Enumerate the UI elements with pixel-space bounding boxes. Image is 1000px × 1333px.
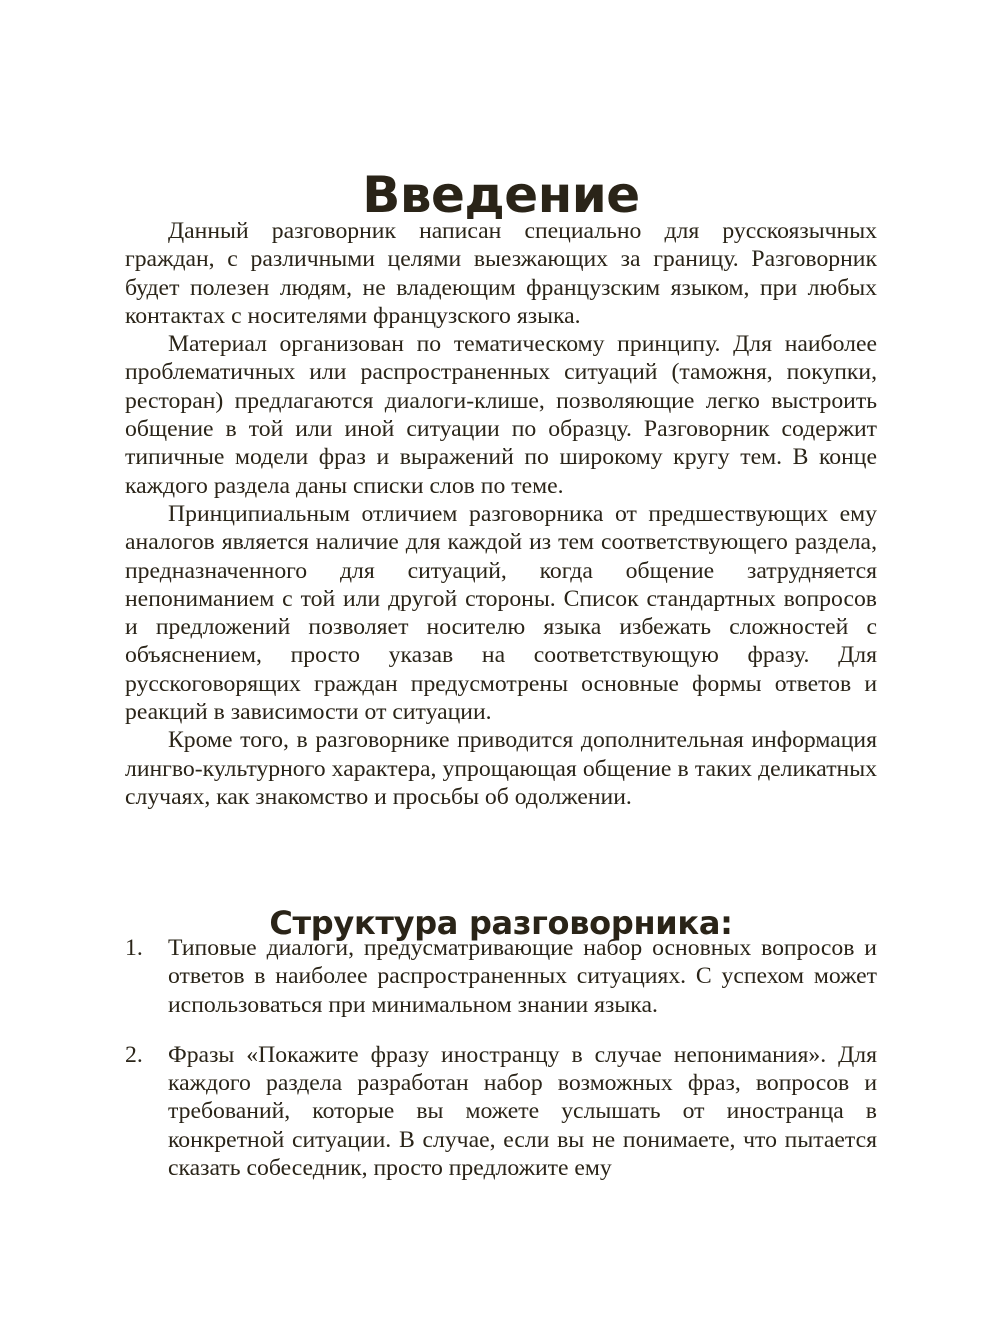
document-page <box>125 0 877 1333</box>
intro-section <box>125 217 877 811</box>
list-item-text: Фразы «Покажите фразу иностранцу в случае непонимания». Для каждого раздела разработан набор возможных фраз, вопросов и требований, которые вы можете услышать от иностранца в конкретной ситуации. В случае, если вы не понимаете, что пытается сказать собеседник, просто предложите ему <box>168 1041 877 1182</box>
structure-list <box>125 934 877 1204</box>
list-item <box>125 934 877 1019</box>
intro-paragraph: Кроме того, в разговорнике приводится дополнительная информация лингво-культурного характера, упрощающая общение в таких деликатных случаях, как знакомство и просьбы об одолжении. <box>125 727 877 810</box>
intro-paragraph: Материал организован по тематическому принципу. Для наиболее проблематичных или распространенных ситуаций (таможня, покупки, ресторан) предлагаются диалоги-клише, позволяющие легко выстроить общение в той или иной ситуации по образцу. Разговорник содержит типичные модели фраз и выражений по широкому кругу тем. В конце каждого раздела даны списки слов по теме. <box>125 331 877 499</box>
list-item-number: 2. <box>125 1041 143 1068</box>
list-item-text: Типовые диалоги, предусматривающие набор основных вопросов и ответов в наиболее распространенных ситуациях. С успехом может использоваться при минимальном знании языка. <box>168 935 877 1018</box>
list-item-number: 1. <box>125 935 143 961</box>
intro-paragraph: Данный разговорник написан специально для русскоязычных граждан, с различными целями выезжающих за границу. Разговорник будет полезен людям, не владеющим французским языком, при любых контактах с носителями французского языка. <box>125 218 877 329</box>
structure-heading: Структура разговорника: <box>269 903 733 942</box>
list-item <box>125 1041 877 1182</box>
page-title: Введение <box>362 165 640 224</box>
intro-paragraph: Принципиальным отличием разговорника от предшествующих ему аналогов является наличие для каждой из тем соответствующего раздела, предназначенного для ситуаций, когда общение затрудняется непониманием с той или другой стороны. Список стандартных вопросов и предложений позволяет носителю языка избежать сложностей с объяснением, просто указав на соответствующую фразу. Для русскоговорящих граждан предусмотрены основные формы ответов и реакций в зависимости от ситуации. <box>125 500 877 726</box>
